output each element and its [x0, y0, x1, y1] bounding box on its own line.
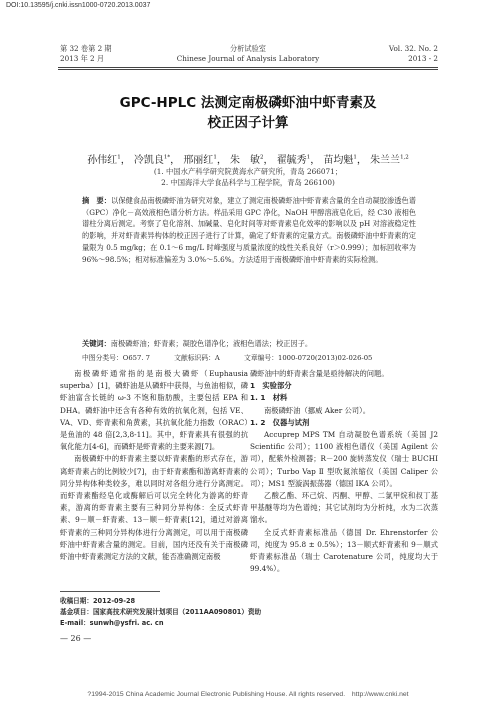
- paragraph: 全反式虾青素标准品（德国 Dr. Ehrenstorfer 公司，纯度为 95.8 ± 0.5%）；13－顺式虾青素和 9－顺式虾青素标准品（瑞士 Carotenature 公司，纯度均大于 99.4%）。: [250, 527, 438, 574]
- author-list: 孙伟红$^1$， 冷凯良$^{1*}$， 邢丽红$^1$， 朱 敏$^2$， 翟毓秀$^1$， 苗均魁$^1$， 朱兰兰$^{1,2}$: [87, 154, 409, 166]
- body-column-left: [60, 368, 248, 563]
- paragraph: 南极磷虾油（挪威 Aker 公司）。: [264, 405, 371, 415]
- author-affiliation-mark: 1,2: [400, 154, 409, 161]
- copyright-footer: ?1994-2015 China Academic Journal Electronic Publishing House. All rights reserved. http://www.cnki.net: [87, 691, 409, 698]
- abstract-label: 摘 要：: [82, 196, 112, 205]
- author-affiliation-mark: 2: [260, 154, 264, 161]
- volume-number: Vol. 32. No. 2: [388, 44, 438, 53]
- document-code: 文献标识码：A: [174, 354, 220, 362]
- author-name: 冷凯良: [133, 155, 164, 166]
- subsection-heading: 1. 1 材料: [250, 393, 288, 403]
- page-number: — 26 —: [60, 634, 92, 643]
- author-affiliation-mark: 1: [117, 154, 121, 161]
- doi-text: DOI:10.13595/j.cnki.issn1000-0720.2013.0037: [6, 2, 151, 9]
- footnote-rule: [60, 591, 160, 592]
- keywords-label: 关键词：: [82, 339, 111, 348]
- issue-date: 2013 年 2 月: [60, 54, 105, 63]
- footnote-fund: [60, 606, 261, 616]
- body-column-right: [250, 368, 438, 575]
- header-rule-bottom: [58, 69, 438, 70]
- classification-line: [82, 352, 394, 362]
- author-name: 翟毓秀: [276, 155, 307, 166]
- paragraph: 乙酸乙酯、环己烷、丙酮、甲醇、二氯甲烷和叔丁基甲基醚等均为色谱纯；其它试剂均为分析纯，水为二次蒸馏水。: [250, 491, 438, 525]
- paragraph: 磷虾油中的虾青素含量是亟待解决的问题。: [250, 369, 389, 378]
- affiliation-2: 2. 中国海洋大学食品科学与工程学院，青岛 266100): [161, 178, 335, 187]
- author-name: 朱 敏: [230, 155, 260, 166]
- keywords: [82, 339, 416, 349]
- author-name: 邢丽红: [183, 155, 214, 166]
- article-number: 文章编号：1000-0720(2013)02-026-05: [244, 354, 373, 362]
- journal-name-cn: 分析试验室: [230, 44, 266, 53]
- abstract-text: 以保健食品南极磷虾油为研究对象，建立了测定南极磷虾油中虾青素含量的全自动凝胶渗透色谱（GPC）净化－高效液相色谱分析方法。样品采用 GPC 净化，NaOH 甲醇溶液皂化后，经 C30 液相色谱柱分离后测定。考察了皂化溶剂、加碱量、皂化时间等对虾青素皂化效率的影响以及 pH 对溶液稳定性的影响，并对虾青素异构体的校正因子进行了计算，确定了虾青素的定量方式。南极磷虾油中虾青素的定量限为 0.5 mg/kg；在 0.1～6 mg/L 时峰强度与质量浓度的线性关系良好（r＞0.999）；加标回收率为 96%～98.5%；相对标准偏差为 3.0%～5.6%。方法适用于南极磷虾油中虾青素的实际检测。: [82, 196, 416, 264]
- journal-name-en: Chinese Journal of Analysis Laboratory: [176, 54, 320, 63]
- clc-number: 中图分类号：O657. 7: [82, 354, 150, 362]
- author-affiliation-mark: 1: [213, 154, 217, 161]
- author-affiliation-mark: 1*: [163, 154, 171, 161]
- footnote-email: [60, 617, 164, 627]
- fund-info: 基金项目：国家高技术研究发展计划项目（2011AA090801）资助: [60, 608, 262, 616]
- footnote-received: [60, 595, 135, 605]
- author-name: 孙伟红: [87, 155, 118, 166]
- header-rule-top: [58, 67, 438, 68]
- journal-volume: [389, 44, 438, 64]
- subsection-heading: 1. 2 仪器与试剂: [250, 417, 310, 427]
- affiliation-1: (1. 中国水产科学研究院黄海水产研究所，青岛 266071；: [153, 167, 343, 176]
- paper-title-line-2: 校正因子计算: [207, 115, 289, 131]
- received-date: 收稿日期：2012-09-28: [60, 597, 136, 605]
- keywords-text: 南极磷虾油；虾青素；凝胶色谱净化；液相色谱法；校正因子。: [110, 339, 313, 348]
- author-name: 苗均魁: [323, 155, 354, 166]
- issue-volume: 第 32 卷第 2 期: [60, 44, 112, 53]
- abstract: [82, 195, 416, 265]
- author-email: E-mail：sunwh@ysfri. ac. cn: [60, 619, 164, 627]
- paragraph: 南极磷虾中的虾青素主要以虾青素酯的形式存在，游离虾青素占的比例较少[7]，由于虾青素酯和游离虾青素的同分异构体种类较多，难以同时对各组分进行分离测定。而虾青素酯经皂化或酶解后可以完全转化为游离的虾青素，游离的虾青素主要有三种同分异构体：全反式虾青素、9－顺－虾青素、13－顺－虾青素[12]，通过对游离虾青素的三种同分异构体进行分离测定，可以用于南极磷虾油中虾青素含量的测定。目前，国内还没有关于南极磷虾油中虾青素测定方法的文献，能否准确测定南极: [60, 454, 248, 562]
- paragraph: 南极磷虾通常指的是南极大磷虾（Euphausia superba）[1]，磷虾油是从磷虾中获得，与鱼油相似，磷虾油富含长链的 ω-3 不饱和脂肪酸，主要包括 EPA 和 DHA。磷虾油中还含有各种有效的抗氧化剂，包括 VE、VA、VD、虾青素和角黄素，其抗氧化能力指数（ORAC）是鱼油的 48 倍[2,3,8-11]。其中，虾青素具有很强的抗氧化能力[4-6]，而磷虾是虾青素的主要来源[7]。: [60, 369, 248, 452]
- author-name: 朱兰兰: [370, 155, 401, 166]
- paragraph: Accuprep MPS TM 自动凝胶色谱系统（美国 J2 Scientific 公司）；1100 液相色谱仪（美国 Agilent 公司），配紫外检测器；R－200 旋转蒸发仪（瑞士 BUCHI 公司）；Turbo Vap Ⅱ 型吹氮浓缩仪（美国 Caliper 公司）；MS1 型漩涡振荡器（德国 IKA 公司）。: [250, 430, 438, 488]
- volume-date: 2013 - 2: [408, 54, 438, 63]
- author-affiliation-mark: 1: [353, 154, 357, 161]
- section-heading: 1 实验部分: [250, 381, 292, 391]
- paper-title-line-1: GPC-HPLC 法测定南极磷虾油中虾青素及: [119, 95, 377, 111]
- author-affiliation-mark: 1: [306, 154, 311, 161]
